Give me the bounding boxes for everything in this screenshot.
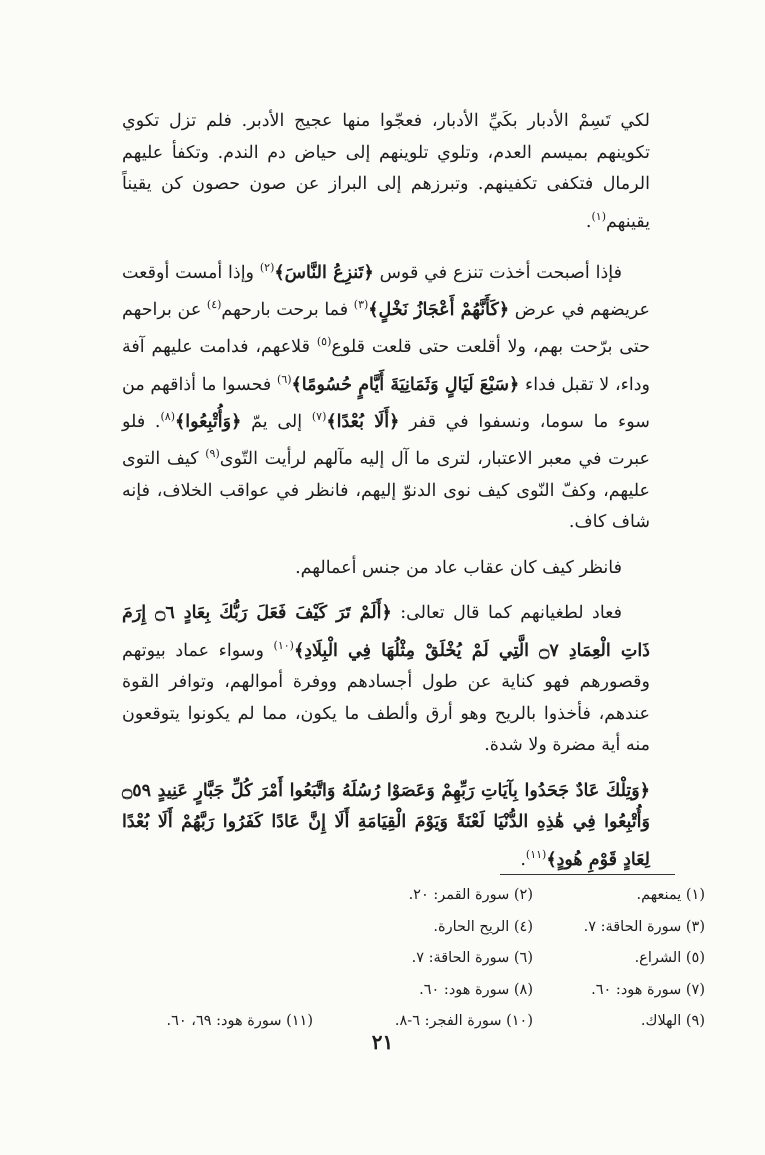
paragraph-text: فحسوا ما أذاقهم من سوء ما سوما، ونسفوا في قفر [122,374,650,432]
paragraph-text: وإذا أمست أوقعت عريضهم في عرض [122,262,650,320]
paragraph-text: فإذا أصبحت أخذت تنزع في قوس [379,262,622,283]
quran-quote: ﴿كَأَنَّهُمْ أَعْجَازُ نَخْلٍ﴾ [368,299,510,320]
paragraph-3: فانظر كيف كان عقاب عاد من جنس أعمالهم. [295,557,622,578]
paragraph-2 [122,252,650,539]
footnote-row [122,975,705,1007]
footnote-ref: (١٠) [273,638,294,652]
quran-quote: ﴿وَأُتْبِعُوا﴾ [175,411,242,432]
footnote-ref: (٦) [277,372,292,386]
footnote-row [122,943,705,975]
footnote-ref: (٣) [353,298,369,312]
footnote-divider [500,874,675,875]
paragraph-text: لكي تَسِمْ الأدبار بكَيِّ الأدبار، فعجّوا منها عجيج الأدبر. فلم تزل تكوي تكوينهم بميسم العدم، وتلوي تلوينهم إلى حياض دم الندم. وتكفأ عليهم الرمال فتكفى تكفينهم. وتبرزهم إلى البراز عن صون حصون كن يقيناً يقينهم [122,111,650,232]
paragraph-text: وسواء عماد بيوتهم وقصورهم فهو كناية عن طول أجسادهم ووفرة أموالهم، وتوافر القوة عندهم، فأخذوا بالريح وهو أرق وألطف ما يكون، مما لم يكونوا يتوقعون منه أية مضرة ولا شدة. [122,640,650,756]
footnote: (١١) سورة هود: ٦٩، ٦٠. [166,1013,313,1029]
paragraph-text: عن براحهم حتى برّحت بهم، ولا أقلعت حتى قلعت قلوع [122,299,650,358]
paragraph-1 [122,106,650,238]
footnote-ref: (١١) [525,847,547,861]
footnote: (١) يمنعهم. [636,887,705,903]
paragraph-5 [122,776,650,876]
period: . [585,211,592,232]
footnote-ref: (٥) [316,335,332,349]
footnote: (٦) سورة الحاقة: ٧. [411,950,533,966]
quran-quote: ﴿تَنزِعُ النَّاسَ﴾ [274,262,374,283]
paragraph-text: كيف التوى عليهم، وكفّ النّوى كيف نوى الدنوّ إليهم، فانظر في عواقب الخلاف، فإنه شاف كاف. [122,449,650,533]
quran-quote: ﴿سَبْعَ لَيَالٍ وَثَمَانِيَةَ أَيَّامٍ حُسُومًا﴾ [291,374,520,395]
page-number: ٢١ [371,1030,394,1054]
footnote-ref: (٧) [311,410,327,424]
paragraph-text: قلاعهم، فدامت عليهم آفة وداء، لا تقبل فداء [122,337,650,395]
footnote: (١٠) سورة الفجر: ٦-٨. [394,1013,533,1029]
footnote: (٨) سورة هود: ٦٠. [419,981,533,998]
footnotes [122,880,705,1038]
footnote: (٩) الهلاك. [640,1013,705,1029]
footnote-ref: (١) [591,209,606,223]
footnote: (٥) الشراع. [634,950,705,966]
footnote-ref: (٨) [160,410,176,424]
paragraph-text: فما برحت بارحهم [221,299,349,320]
paragraph-text: فعاد لطغيانهم كما قال تعالى: [400,603,622,624]
footnote-row [122,880,705,912]
period: . [520,849,526,870]
paragraph-text: . فلو عبرت في معبر الاعتبار، لترى ما آل إليه مآلهم لرأيت التّوى [122,411,650,470]
footnote: (٤) الريح الحارة. [433,918,533,935]
quran-quote: ﴿أَلَا بُعْدًا﴾ [326,411,400,432]
footnote-ref: (٩) [205,447,220,461]
quran-quote: ﴿أَلَمْ تَرَ كَيْفَ فَعَلَ رَبُّكَ بِعَادٍ ۝٦ إِرَمَ ذَاتِ الْعِمَادِ ۝٧ الَّتِي لَمْ يُخْلَقْ مِثْلُهَا فِي الْبِلَادِ﴾ [122,603,650,661]
footnote-ref: (٤) [206,298,222,312]
footnote: (٢) سورة القمر: ٢٠. [408,887,533,903]
footnote-ref: (٢) [259,260,275,274]
paragraph-4 [122,598,650,761]
quran-quote: ﴿وَتِلْكَ عَادٌ جَحَدُوا بِآيَاتِ رَبِّهِمْ وَعَصَوْا رُسُلَهُ وَاتَّبَعُوا أَمْرَ كُلِّ جَبَّارٍ عَنِيدٍ ۝٥٩ وَأُتْبِعُوا فِي هَٰذِهِ الدُّنْيَا لَعْنَةً وَيَوْمَ الْقِيَامَةِ أَلَا إِنَّ عَادًا كَفَرُوا رَبَّهُمْ أَلَا بُعْدًا لِعَادٍ قَوْمِ هُودٍ﴾ [122,780,650,870]
paragraph-text: إلى يمّ [251,411,303,432]
main-text [122,106,650,876]
footnote-row [122,912,705,944]
footnote: (٣) سورة الحاقة: ٧. [583,918,705,935]
footnote: (٧) سورة هود: ٦٠. [591,981,705,998]
